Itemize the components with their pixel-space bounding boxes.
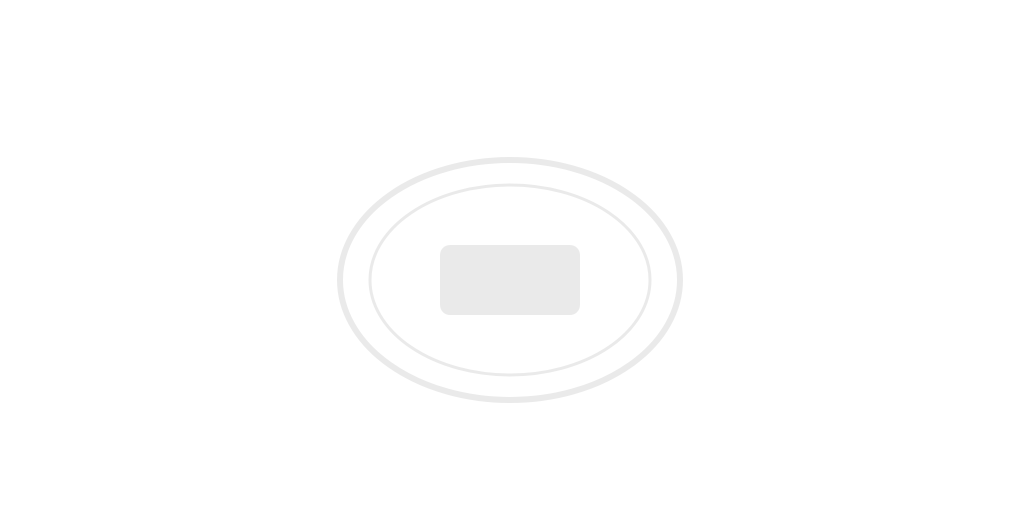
publisher-seal-icon [330, 150, 690, 410]
